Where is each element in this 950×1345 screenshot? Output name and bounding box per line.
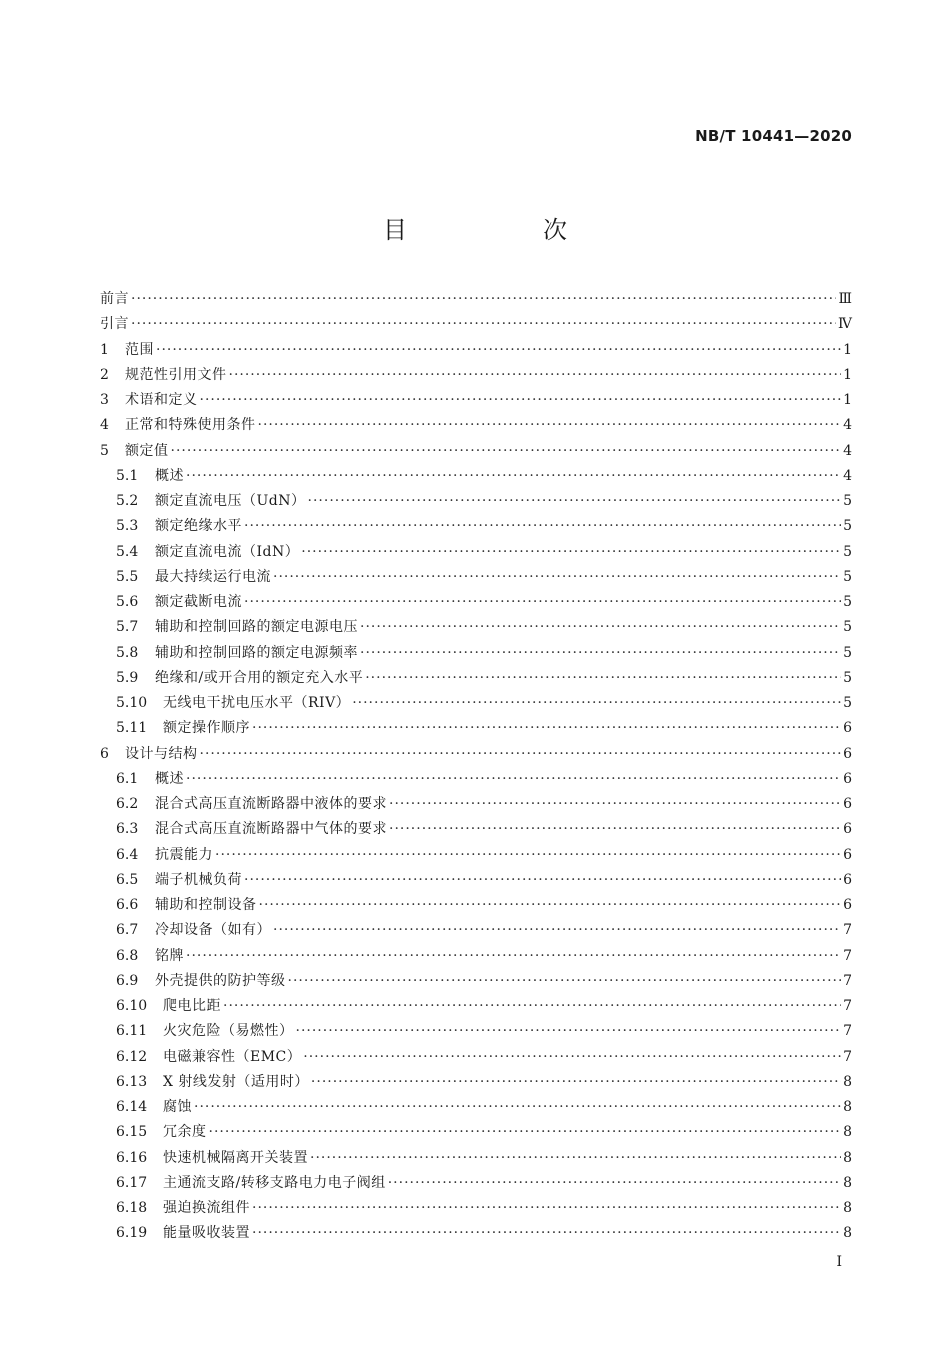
toc-entry-number: 1 (100, 341, 109, 358)
toc-entry-title: 抗震能力 (155, 846, 213, 863)
dot-leader (244, 868, 841, 893)
toc-entry-number: 5.8 (116, 644, 139, 661)
toc-entry-page: 7 (843, 972, 852, 989)
toc-entry-page: 5 (843, 568, 852, 585)
toc-entry[interactable] (100, 817, 852, 842)
toc-entry-title: 冗余度 (163, 1124, 207, 1141)
dot-leader (244, 514, 841, 539)
toc-entry-title: 腐蚀 (163, 1099, 192, 1115)
toc-entry-page: 7 (843, 947, 852, 964)
toc-entry[interactable] (100, 1171, 852, 1196)
toc-entry-page: 7 (843, 922, 852, 939)
toc-entry[interactable] (100, 1019, 852, 1044)
toc-entry-page: 5 (843, 493, 852, 509)
toc-entry-title: 快速机械隔离开关装置 (163, 1149, 308, 1166)
toc-entry-page: 8 (843, 1073, 852, 1090)
toc-entry[interactable] (100, 666, 852, 691)
toc-entry[interactable] (100, 464, 852, 489)
dot-leader (131, 287, 836, 312)
dot-leader (200, 742, 842, 767)
toc-entry-number: 5.9 (116, 669, 139, 686)
toc-entry[interactable] (100, 767, 852, 792)
toc-entry[interactable] (100, 716, 852, 741)
toc-entry-number: 6.14 (116, 1099, 148, 1115)
toc-entry-title: 火灾危险（易燃性） (163, 1023, 294, 1040)
toc-entry-title: 主通流支路/转移支路电力电子阀组 (163, 1174, 386, 1191)
toc-entry[interactable] (100, 388, 852, 413)
toc-entry-page: 8 (843, 1225, 852, 1242)
toc-entry[interactable] (100, 843, 852, 868)
toc-entry-page: 5 (843, 594, 852, 610)
toc-entry-title: X 射线发射（适用时） (163, 1073, 309, 1090)
toc-entry-page: Ⅳ (838, 316, 852, 333)
toc-entry-page: 8 (843, 1200, 852, 1216)
toc-entry-number: 6.2 (116, 796, 139, 812)
toc-entry-page: 4 (843, 467, 852, 484)
toc-entry-page: 4 (843, 417, 852, 434)
toc-entry-number: 6.17 (116, 1174, 148, 1191)
toc-entry-page: 8 (843, 1149, 852, 1166)
toc-entry-number: 6.15 (116, 1124, 148, 1141)
dot-leader (229, 363, 842, 388)
toc-entry-title: 正常和特殊使用条件 (125, 417, 256, 434)
dot-leader (186, 944, 841, 969)
toc-entry-title: 额定直流电流（IdN） (155, 543, 300, 560)
dot-leader (131, 312, 836, 337)
toc-entry-page: 7 (843, 1023, 852, 1040)
toc-entry-title: 辅助和控制回路的额定电源电压 (155, 619, 358, 636)
toc-entry[interactable] (100, 792, 852, 817)
toc-entry-title: 混合式高压直流断路器中液体的要求 (155, 796, 387, 812)
page-number: I (836, 1254, 842, 1270)
toc-entry-page: 5 (843, 518, 852, 535)
toc-entry-title: 前言 (100, 291, 129, 307)
toc-entry-page: 6 (843, 720, 852, 737)
dot-leader (186, 767, 841, 792)
toc-entry-title: 术语和定义 (125, 392, 198, 408)
toc-entry-title: 设计与结构 (125, 745, 198, 762)
toc-entry-page: 1 (843, 366, 852, 383)
dot-leader (200, 388, 842, 413)
toc-entry-title: 概述 (155, 770, 184, 787)
dot-leader (194, 1095, 841, 1120)
toc-entry[interactable] (100, 489, 852, 514)
toc-entry[interactable] (100, 918, 852, 943)
toc-entry[interactable] (100, 1146, 852, 1171)
toc-entry[interactable] (100, 1120, 852, 1145)
toc-entry-title: 强迫换流组件 (163, 1200, 250, 1216)
toc-entry-page: 4 (843, 442, 852, 459)
toc-entry-page: 8 (843, 1174, 852, 1191)
toc-entry-number: 6.4 (116, 846, 139, 863)
toc-entry-number: 5.2 (116, 493, 139, 509)
toc-entry-number: 5.3 (116, 518, 139, 535)
toc-entry-page: 6 (843, 796, 852, 812)
toc-entry[interactable] (100, 691, 852, 716)
toc-entry[interactable] (100, 413, 852, 438)
toc-entry-number: 5.6 (116, 594, 139, 610)
toc-entry[interactable] (100, 615, 852, 640)
dot-leader (310, 1146, 841, 1171)
toc-entry-number: 6.11 (116, 1023, 148, 1040)
toc-entry[interactable] (100, 641, 852, 666)
toc-entry-page: 5 (843, 543, 852, 560)
dot-leader (389, 817, 841, 842)
toc-entry-title: 额定绝缘水平 (155, 518, 242, 535)
dot-leader (296, 1019, 842, 1044)
toc-entry-title: 范围 (125, 341, 154, 358)
dot-leader (156, 338, 841, 363)
toc-entry[interactable] (100, 969, 852, 994)
toc-entry-number: 5.4 (116, 543, 139, 560)
dot-leader (273, 565, 841, 590)
toc-entry-number: 6.9 (116, 972, 139, 989)
toc-entry[interactable] (100, 565, 852, 590)
dot-leader (252, 1221, 841, 1246)
dot-leader (360, 615, 841, 640)
dot-leader (259, 893, 842, 918)
dot-leader (186, 464, 841, 489)
toc-entry-page: 5 (843, 695, 852, 711)
dot-leader (252, 716, 841, 741)
toc-entry-number: 5.5 (116, 568, 139, 585)
toc-entry[interactable] (100, 893, 852, 918)
dot-leader (360, 641, 841, 666)
toc-entry-title: 混合式高压直流断路器中气体的要求 (155, 821, 387, 838)
toc-entry-page: 7 (843, 998, 852, 1014)
toc-entry-number: 5.11 (116, 720, 148, 737)
toc-entry-number: 6.10 (116, 998, 148, 1014)
dot-leader (301, 540, 841, 565)
toc-entry[interactable] (100, 338, 852, 363)
toc-entry-number: 6.1 (116, 770, 139, 787)
dot-leader (223, 994, 841, 1019)
toc-entry-title: 引言 (100, 316, 129, 333)
toc-entry-page: 6 (843, 821, 852, 838)
toc-entry[interactable] (100, 944, 852, 969)
toc-entry-title: 额定操作顺序 (163, 720, 250, 737)
toc-entry-number: 6.7 (116, 922, 139, 939)
dot-leader (258, 413, 842, 438)
toc-entry[interactable] (100, 363, 852, 388)
toc-entry[interactable] (100, 868, 852, 893)
dot-leader (388, 1171, 841, 1196)
toc-entry-title: 额定直流电压（UdN） (155, 493, 306, 509)
toc-entry-number: 6.16 (116, 1149, 148, 1166)
toc-entry-page: 6 (843, 770, 852, 787)
toc-entry[interactable] (100, 1221, 852, 1246)
toc-entry[interactable] (100, 287, 852, 312)
toc-entry[interactable] (100, 514, 852, 539)
toc-entry-number: 5.1 (116, 467, 139, 484)
toc-entry-page: 7 (843, 1048, 852, 1065)
toc-entry-page: 1 (843, 341, 852, 358)
toc-entry-number: 5 (100, 442, 109, 459)
toc-entry-page: 1 (843, 392, 852, 408)
toc-entry-page: Ⅲ (838, 291, 852, 307)
toc-entry-number: 6 (100, 745, 109, 762)
toc-entry-page: 6 (843, 897, 852, 913)
toc-entry-number: 4 (100, 417, 109, 434)
table-of-contents (100, 287, 852, 1247)
toc-entry-number: 6.13 (116, 1073, 148, 1090)
toc-entry-number: 6.3 (116, 821, 139, 838)
toc-entry-title: 无线电干扰电压水平（RIV） (163, 695, 351, 711)
toc-entry-title: 能量吸收装置 (163, 1225, 250, 1242)
dot-leader (365, 666, 841, 691)
toc-entry-number: 2 (100, 366, 109, 383)
toc-entry[interactable] (100, 1196, 852, 1221)
toc-entry-title: 电磁兼容性（EMC） (163, 1048, 302, 1065)
document-code: NB/T 10441—2020 (695, 127, 852, 145)
toc-entry-number: 6.19 (116, 1225, 148, 1242)
dot-leader (352, 691, 841, 716)
toc-entry-number: 6.12 (116, 1048, 148, 1065)
dot-leader (171, 439, 842, 464)
toc-entry-title: 外壳提供的防护等级 (155, 972, 286, 989)
toc-entry-page: 5 (843, 669, 852, 686)
dot-leader (303, 1045, 841, 1070)
toc-entry-page: 6 (843, 871, 852, 888)
toc-entry-title: 铭牌 (155, 947, 184, 964)
toc-entry-page: 5 (843, 619, 852, 636)
toc-entry-page: 8 (843, 1124, 852, 1141)
dot-leader (311, 1070, 841, 1095)
toc-entry[interactable] (100, 439, 852, 464)
toc-entry[interactable] (100, 1095, 852, 1120)
dot-leader (244, 590, 841, 615)
toc-entry-page: 5 (843, 644, 852, 661)
toc-entry[interactable] (100, 994, 852, 1019)
toc-entry-title: 概述 (155, 467, 184, 484)
toc-entry-page: 6 (843, 846, 852, 863)
dot-leader (252, 1196, 841, 1221)
toc-entry-number: 6.18 (116, 1200, 148, 1216)
toc-entry-title: 最大持续运行电流 (155, 568, 271, 585)
toc-entry-title: 额定值 (125, 442, 169, 459)
toc-entry-page: 6 (843, 745, 852, 762)
toc-entry-title: 额定截断电流 (155, 594, 242, 610)
toc-entry[interactable] (100, 590, 852, 615)
dot-leader (308, 489, 842, 514)
toc-entry-title: 冷却设备（如有） (155, 922, 271, 939)
toc-entry-number: 6.6 (116, 897, 139, 913)
toc-entry-title: 爬电比距 (163, 998, 221, 1014)
toc-entry-title: 端子机械负荷 (155, 871, 242, 888)
toc-entry[interactable] (100, 312, 852, 337)
toc-entry-title: 规范性引用文件 (125, 366, 227, 383)
dot-leader (288, 969, 842, 994)
dot-leader (209, 1120, 842, 1145)
toc-entry-number: 5.7 (116, 619, 139, 636)
toc-entry[interactable] (100, 1070, 852, 1095)
toc-entry-number: 6.8 (116, 947, 139, 964)
toc-entry-number: 6.5 (116, 871, 139, 888)
toc-entry[interactable] (100, 742, 852, 767)
toc-entry[interactable] (100, 1045, 852, 1070)
toc-title: 目 次 (383, 216, 623, 244)
toc-entry-title: 辅助和控制回路的额定电源频率 (155, 644, 358, 661)
dot-leader (215, 843, 841, 868)
toc-entry-number: 3 (100, 392, 109, 408)
dot-leader (389, 792, 841, 817)
toc-entry-title: 辅助和控制设备 (155, 897, 257, 913)
toc-entry-number: 5.10 (116, 695, 148, 711)
dot-leader (273, 918, 841, 943)
toc-entry-page: 8 (843, 1099, 852, 1115)
toc-entry[interactable] (100, 540, 852, 565)
toc-entry-title: 绝缘和/或开合用的额定充入水平 (155, 669, 364, 686)
